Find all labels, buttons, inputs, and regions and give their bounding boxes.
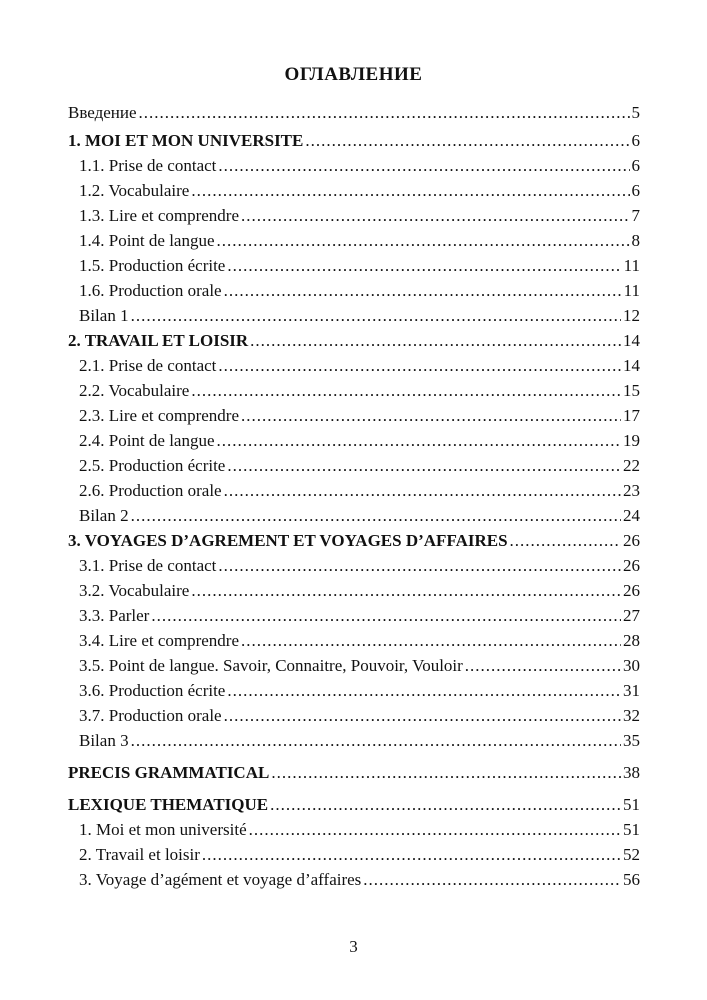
toc-entry — [68, 867, 640, 892]
toc-entry — [68, 353, 640, 378]
dot-leader — [191, 578, 621, 603]
toc-entry-introduction — [68, 100, 640, 125]
toc-chapter-lexicon — [68, 792, 640, 817]
toc-entry — [68, 703, 640, 728]
dot-leader — [191, 378, 621, 403]
toc-entry — [68, 578, 640, 603]
toc-entry — [68, 653, 640, 678]
dot-leader — [241, 628, 621, 653]
toc-entry-page: 26 — [623, 556, 640, 575]
toc-entry-bilan — [68, 303, 640, 328]
toc-entry-title: 2.2. Vocabulaire — [79, 381, 190, 400]
dot-leader — [224, 703, 621, 728]
toc-entry-page: 15 — [623, 381, 640, 400]
toc-chapter-2 — [68, 328, 640, 353]
toc-entry — [68, 603, 640, 628]
toc-entry-page: 38 — [623, 763, 640, 782]
toc-entry-page: 5 — [631, 103, 640, 122]
toc-entry-page: 26 — [623, 531, 640, 550]
dot-leader — [227, 253, 621, 278]
toc-entry-title: Bilan 3 — [79, 731, 129, 750]
toc-chapter-1 — [68, 128, 640, 153]
toc-entry-title: 2.1. Prise de contact — [79, 356, 217, 375]
toc-entry — [68, 628, 640, 653]
toc-entry-page: 30 — [623, 656, 640, 675]
toc-entry-bilan — [68, 503, 640, 528]
dot-leader — [241, 403, 621, 428]
dot-leader — [363, 867, 621, 892]
toc-entry-page: 14 — [623, 331, 640, 350]
toc-entry-page: 7 — [631, 206, 640, 225]
toc-entry-title: 3.5. Point de langue. Savoir, Connaitre, Pouvoir, Vouloir — [79, 656, 463, 675]
dot-leader — [218, 353, 621, 378]
dot-leader — [250, 328, 621, 353]
dot-leader — [131, 503, 621, 528]
toc-entry — [68, 403, 640, 428]
dot-leader — [151, 603, 621, 628]
toc-entry-page: 22 — [623, 456, 640, 475]
toc-entry-title: 1.5. Production écrite — [79, 256, 226, 275]
toc-entry-title: 1.6. Production orale — [79, 281, 222, 300]
toc-entry — [68, 817, 640, 842]
toc-entry-page: 56 — [623, 870, 640, 889]
toc-entry-title: 3. VOYAGES D’AGREMENT ET VOYAGES D’AFFAIRES — [68, 531, 508, 550]
toc-entry — [68, 553, 640, 578]
dot-leader — [271, 760, 621, 785]
toc-entry-page: 26 — [623, 581, 640, 600]
toc-entry-title: 1. Moi et mon université — [79, 820, 247, 839]
toc-entry-title: 1.4. Point de langue — [79, 231, 215, 250]
toc-entry-title: LEXIQUE THEMATIQUE — [68, 795, 269, 814]
toc-entry-page: 11 — [623, 256, 640, 275]
toc-entry — [68, 278, 640, 303]
toc-entry — [68, 228, 640, 253]
toc-entry — [68, 253, 640, 278]
dot-leader — [465, 653, 621, 678]
toc-entry-title: 2.6. Production orale — [79, 481, 222, 500]
toc-entry-page: 17 — [623, 406, 640, 425]
toc-entry-page: 6 — [631, 131, 640, 150]
dot-leader — [217, 428, 621, 453]
toc-entry — [68, 178, 640, 203]
toc-chapter-3 — [68, 528, 640, 553]
toc-entry — [68, 842, 640, 867]
dot-leader — [218, 153, 629, 178]
toc-entry-title: 2.4. Point de langue — [79, 431, 215, 450]
dot-leader — [131, 728, 621, 753]
toc-entry-page: 11 — [623, 281, 640, 300]
toc-entry-title: 1. MOI ET MON UNIVERSITE — [68, 131, 304, 150]
toc-entry-title: 3.4. Lire et comprendre — [79, 631, 240, 650]
toc-entry-title: 2.5. Production écrite — [79, 456, 226, 475]
dot-leader — [218, 553, 621, 578]
toc-entry-page: 51 — [623, 795, 640, 814]
dot-leader — [131, 303, 621, 328]
toc-entry — [68, 428, 640, 453]
toc-chapter-grammar — [68, 760, 640, 785]
toc-entry-title: 2. Travail et loisir — [79, 845, 200, 864]
toc-entry-title: 3.2. Vocabulaire — [79, 581, 190, 600]
toc-entry-title: 3.7. Production orale — [79, 706, 222, 725]
dot-leader — [202, 842, 621, 867]
toc-entry-page: 6 — [631, 156, 640, 175]
toc-entry-page: 6 — [631, 181, 640, 200]
toc-entry-title: 3.6. Production écrite — [79, 681, 226, 700]
toc-entry-title: 2.3. Lire et comprendre — [79, 406, 240, 425]
toc-entry-page: 35 — [623, 731, 640, 750]
toc-entry-page: 27 — [623, 606, 640, 625]
toc-entry — [68, 153, 640, 178]
toc-entry — [68, 678, 640, 703]
toc-entry-page: 32 — [623, 706, 640, 725]
page-title: ОГЛАВЛЕНИЕ — [284, 64, 423, 85]
dot-leader — [241, 203, 629, 228]
toc-entry-page: 14 — [623, 356, 640, 375]
toc-entry-title: Bilan 2 — [79, 506, 129, 525]
toc-entry-page: 31 — [623, 681, 640, 700]
toc-entry-title: 2. TRAVAIL ET LOISIR — [68, 331, 249, 350]
toc-entry-title: 1.1. Prise de contact — [79, 156, 217, 175]
toc-entry-title: 3.1. Prise de contact — [79, 556, 217, 575]
dot-leader — [227, 453, 621, 478]
toc-entry-page: 12 — [623, 306, 640, 325]
toc-entry-title: 3.3. Parler — [79, 606, 150, 625]
toc-entry-title: 3. Voyage d’agément et voyage d’affaires — [79, 870, 362, 889]
dot-leader — [227, 678, 621, 703]
dot-leader — [224, 478, 621, 503]
toc-entry-bilan — [68, 728, 640, 753]
dot-leader — [510, 528, 621, 553]
toc-entry-page: 28 — [623, 631, 640, 650]
dot-leader — [217, 228, 630, 253]
toc-entry-title: Введение — [68, 103, 137, 122]
toc-entry-title: 1.2. Vocabulaire — [79, 181, 190, 200]
toc-entry-page: 51 — [623, 820, 640, 839]
dot-leader — [224, 278, 622, 303]
toc-entry-page: 19 — [623, 431, 640, 450]
toc-entry — [68, 453, 640, 478]
toc-entry — [68, 378, 640, 403]
table-of-contents — [68, 100, 640, 892]
toc-entry-page: 24 — [623, 506, 640, 525]
toc-entry-title: Bilan 1 — [79, 306, 129, 325]
toc-entry-title: PRECIS GRAMMATICAL — [68, 763, 270, 782]
dot-leader — [191, 178, 629, 203]
dot-leader — [139, 100, 630, 125]
toc-entry-title: 1.3. Lire et comprendre — [79, 206, 240, 225]
toc-entry — [68, 478, 640, 503]
dot-leader — [249, 817, 621, 842]
toc-entry — [68, 203, 640, 228]
toc-entry-page: 52 — [623, 845, 640, 864]
toc-entry-page: 8 — [631, 231, 640, 250]
dot-leader — [305, 128, 629, 153]
dot-leader — [270, 792, 621, 817]
page-number: 3 — [349, 937, 358, 956]
toc-entry-page: 23 — [623, 481, 640, 500]
